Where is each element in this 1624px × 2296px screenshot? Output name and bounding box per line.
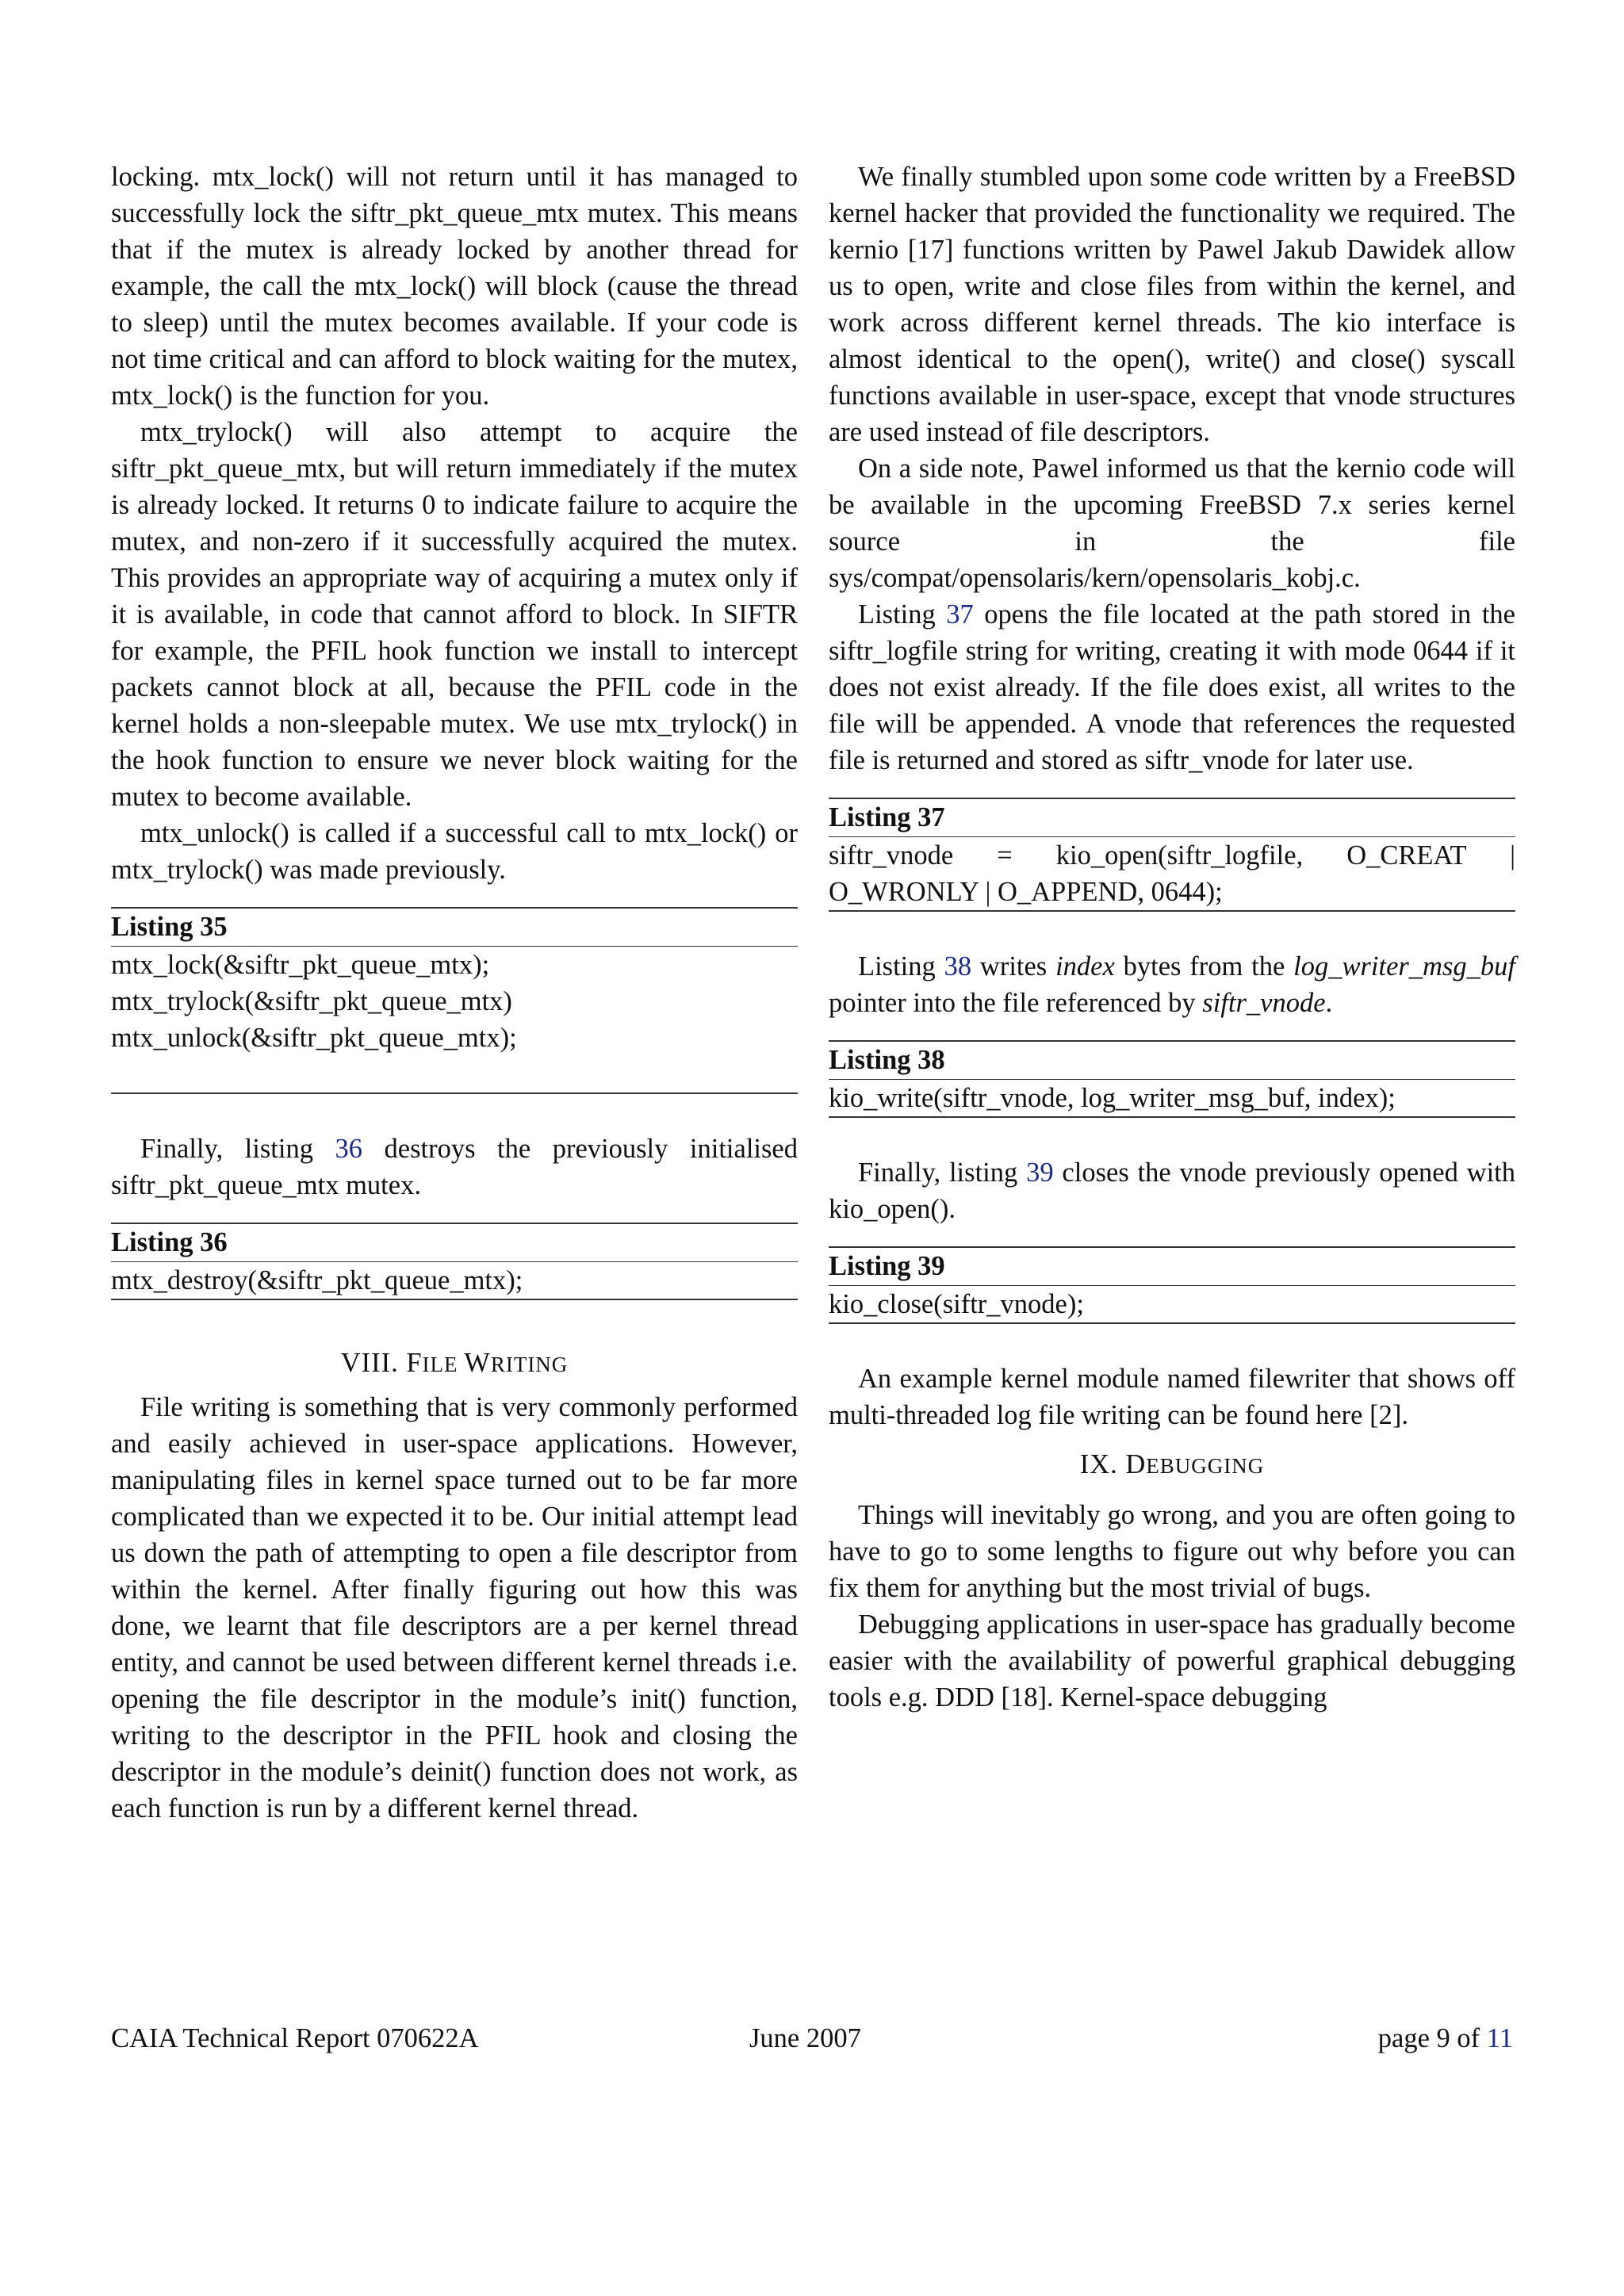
listing-36 [111,1223,798,1300]
code-line: mtx_unlock(&siftr_pkt_queue_mtx); [111,1023,517,1053]
paragraph: mtx_trylock() will also attempt to acquire the siftr_pkt_queue_mtx, but will return immediately if the mutex is already locked. It returns 0 to indicate failure to acquire the mutex, and non-zero if it successfully acquired the mutex. This provides an appropriate way of acquiring a mutex only if it is available, in code that cannot afford to block. In SIFTR for example, the PFIL hook function we install to intercept packets cannot block at all, because the PFIL code in the kernel holds a non-sleepable mutex. We use mtx_trylock() in the hook function to ensure we never block waiting for the mutex to become available. [111,417,798,812]
listing-reference-link[interactable]: 39 [1026,1158,1054,1188]
paragraph: File writing is something that is very commonly performed and easily achieved in user-space applications. However, manipulating files in kernel space turned out to be far more complicated than we expected it to be. Our initial attempt lead us down the path of attempting to open a file descriptor from within the kernel. After finally figuring out how this was done, we learnt that file descriptors are a per kernel thread entity, and cannot be used between different kernel threads i.e. opening the file descriptor in the module’s init() function, writing to the descriptor in the PFIL hook and closing the descriptor in the module’s deinit() function does not work, as each function is run by a different kernel thread. [111,1392,798,1823]
listing-title: Listing 35 [111,909,798,947]
paragraph: Finally, listing 36 destroys the previously initialised siftr_pkt_queue_mtx mutex. [111,1134,798,1200]
code-line: kio_write(siftr_vnode, log_writer_msg_buf, index); [829,1083,1396,1113]
paragraph: Listing 38 writes index bytes from the log_writer_msg_buf pointer into the file referenced by siftr_vnode. [829,951,1515,1018]
page-footer [111,2020,1513,2057]
report-number: CAIA Technical Report 070622A [111,2023,479,2053]
code-line: mtx_destroy(&siftr_pkt_queue_mtx); [111,1265,523,1295]
paragraph: We finally stumbled upon some code written by a FreeBSD kernel hacker that provided the functionality we required. The kernio [17] functions written by Pawel Jakub Dawidek allow us to open, write and close files from within the kernel, and work across different kernel threads. The kio interface is almost identical to the open(), write() and close() syscall functions available in user-space, except that vnode structures are used instead of file descriptors. [829,162,1515,447]
right-column [829,159,1515,1716]
paragraph: mtx_unlock() is called if a successful call to mtx_lock() or mtx_trylock() was made previously. [111,818,798,885]
listing-39 [829,1246,1515,1324]
code-line: mtx_trylock(&siftr_pkt_queue_mtx) [111,986,512,1016]
code-line: O_WRONLY | O_APPEND, 0644); [829,877,1223,907]
left-column [111,159,798,1827]
listing-reference-link[interactable]: 37 [946,599,974,629]
paragraph: locking. mtx_lock() will not return until it has managed to successfully lock the siftr_pkt_queue_mtx mutex. This means that if the mutex is already locked by another thread for example, the call the mtx_lock() will block (cause the thread to sleep) until the mutex becomes available. If your code is not time critical and can afford to block waiting for the mutex, mtx_lock() is the function for you. [111,162,798,411]
listing-title: Listing 37 [829,799,1515,837]
paragraph: Things will inevitably go wrong, and you are often going to have to go to some lengths to figure out why before you can fix them for anything but the most trivial of bugs. [829,1500,1515,1603]
listing-37 [829,798,1515,912]
paragraph: An example kernel module named filewriter that shows off multi-threaded log file writing can be found here [2]. [829,1364,1515,1430]
paragraph: On a side note, Pawel informed us that the kernio code will be available in the upcoming FreeBSD 7.x series kernel source in the file sys/compat/opensolaris/kern/opensolaris_kobj.c. [829,453,1515,593]
report-date: June 2007 [749,2023,861,2053]
section-heading-debugging: IX. DEBUGGING [1079,1449,1265,1479]
listing-35 [111,907,798,1094]
listing-title: Listing 38 [829,1042,1515,1080]
page-total-link[interactable]: 11 [1486,2023,1513,2053]
paragraph: Listing 37 opens the file located at the path stored in the siftr_logfile string for writing, creating it with mode 0644 if it does not exist already. If the file does exist, all writes to the file will be appended. A vnode that references the requested file is returned and stored as siftr_vnode for later use. [829,599,1515,775]
paragraph: Finally, listing 39 closes the vnode previously opened with kio_open(). [829,1158,1515,1224]
code-line: mtx_lock(&siftr_pkt_queue_mtx); [111,950,490,980]
section-heading-file-writing: VIII. FILE WRITING [340,1348,569,1378]
listing-title: Listing 36 [111,1224,798,1262]
listing-reference-link[interactable]: 36 [335,1134,362,1164]
page-number: page 9 of 11 [1377,2023,1513,2053]
listing-38 [829,1040,1515,1118]
listing-reference-link[interactable]: 38 [944,951,972,982]
paragraph: Debugging applications in user-space has gradually become easier with the availability of powerful graphical debugging tools e.g. DDD [18]. Kernel-space debugging [829,1609,1515,1712]
code-line: kio_close(siftr_vnode); [829,1289,1084,1319]
code-line: siftr_vnode = kio_open(siftr_logfile, O_CREAT | [829,840,1515,871]
listing-title: Listing 39 [829,1248,1515,1286]
